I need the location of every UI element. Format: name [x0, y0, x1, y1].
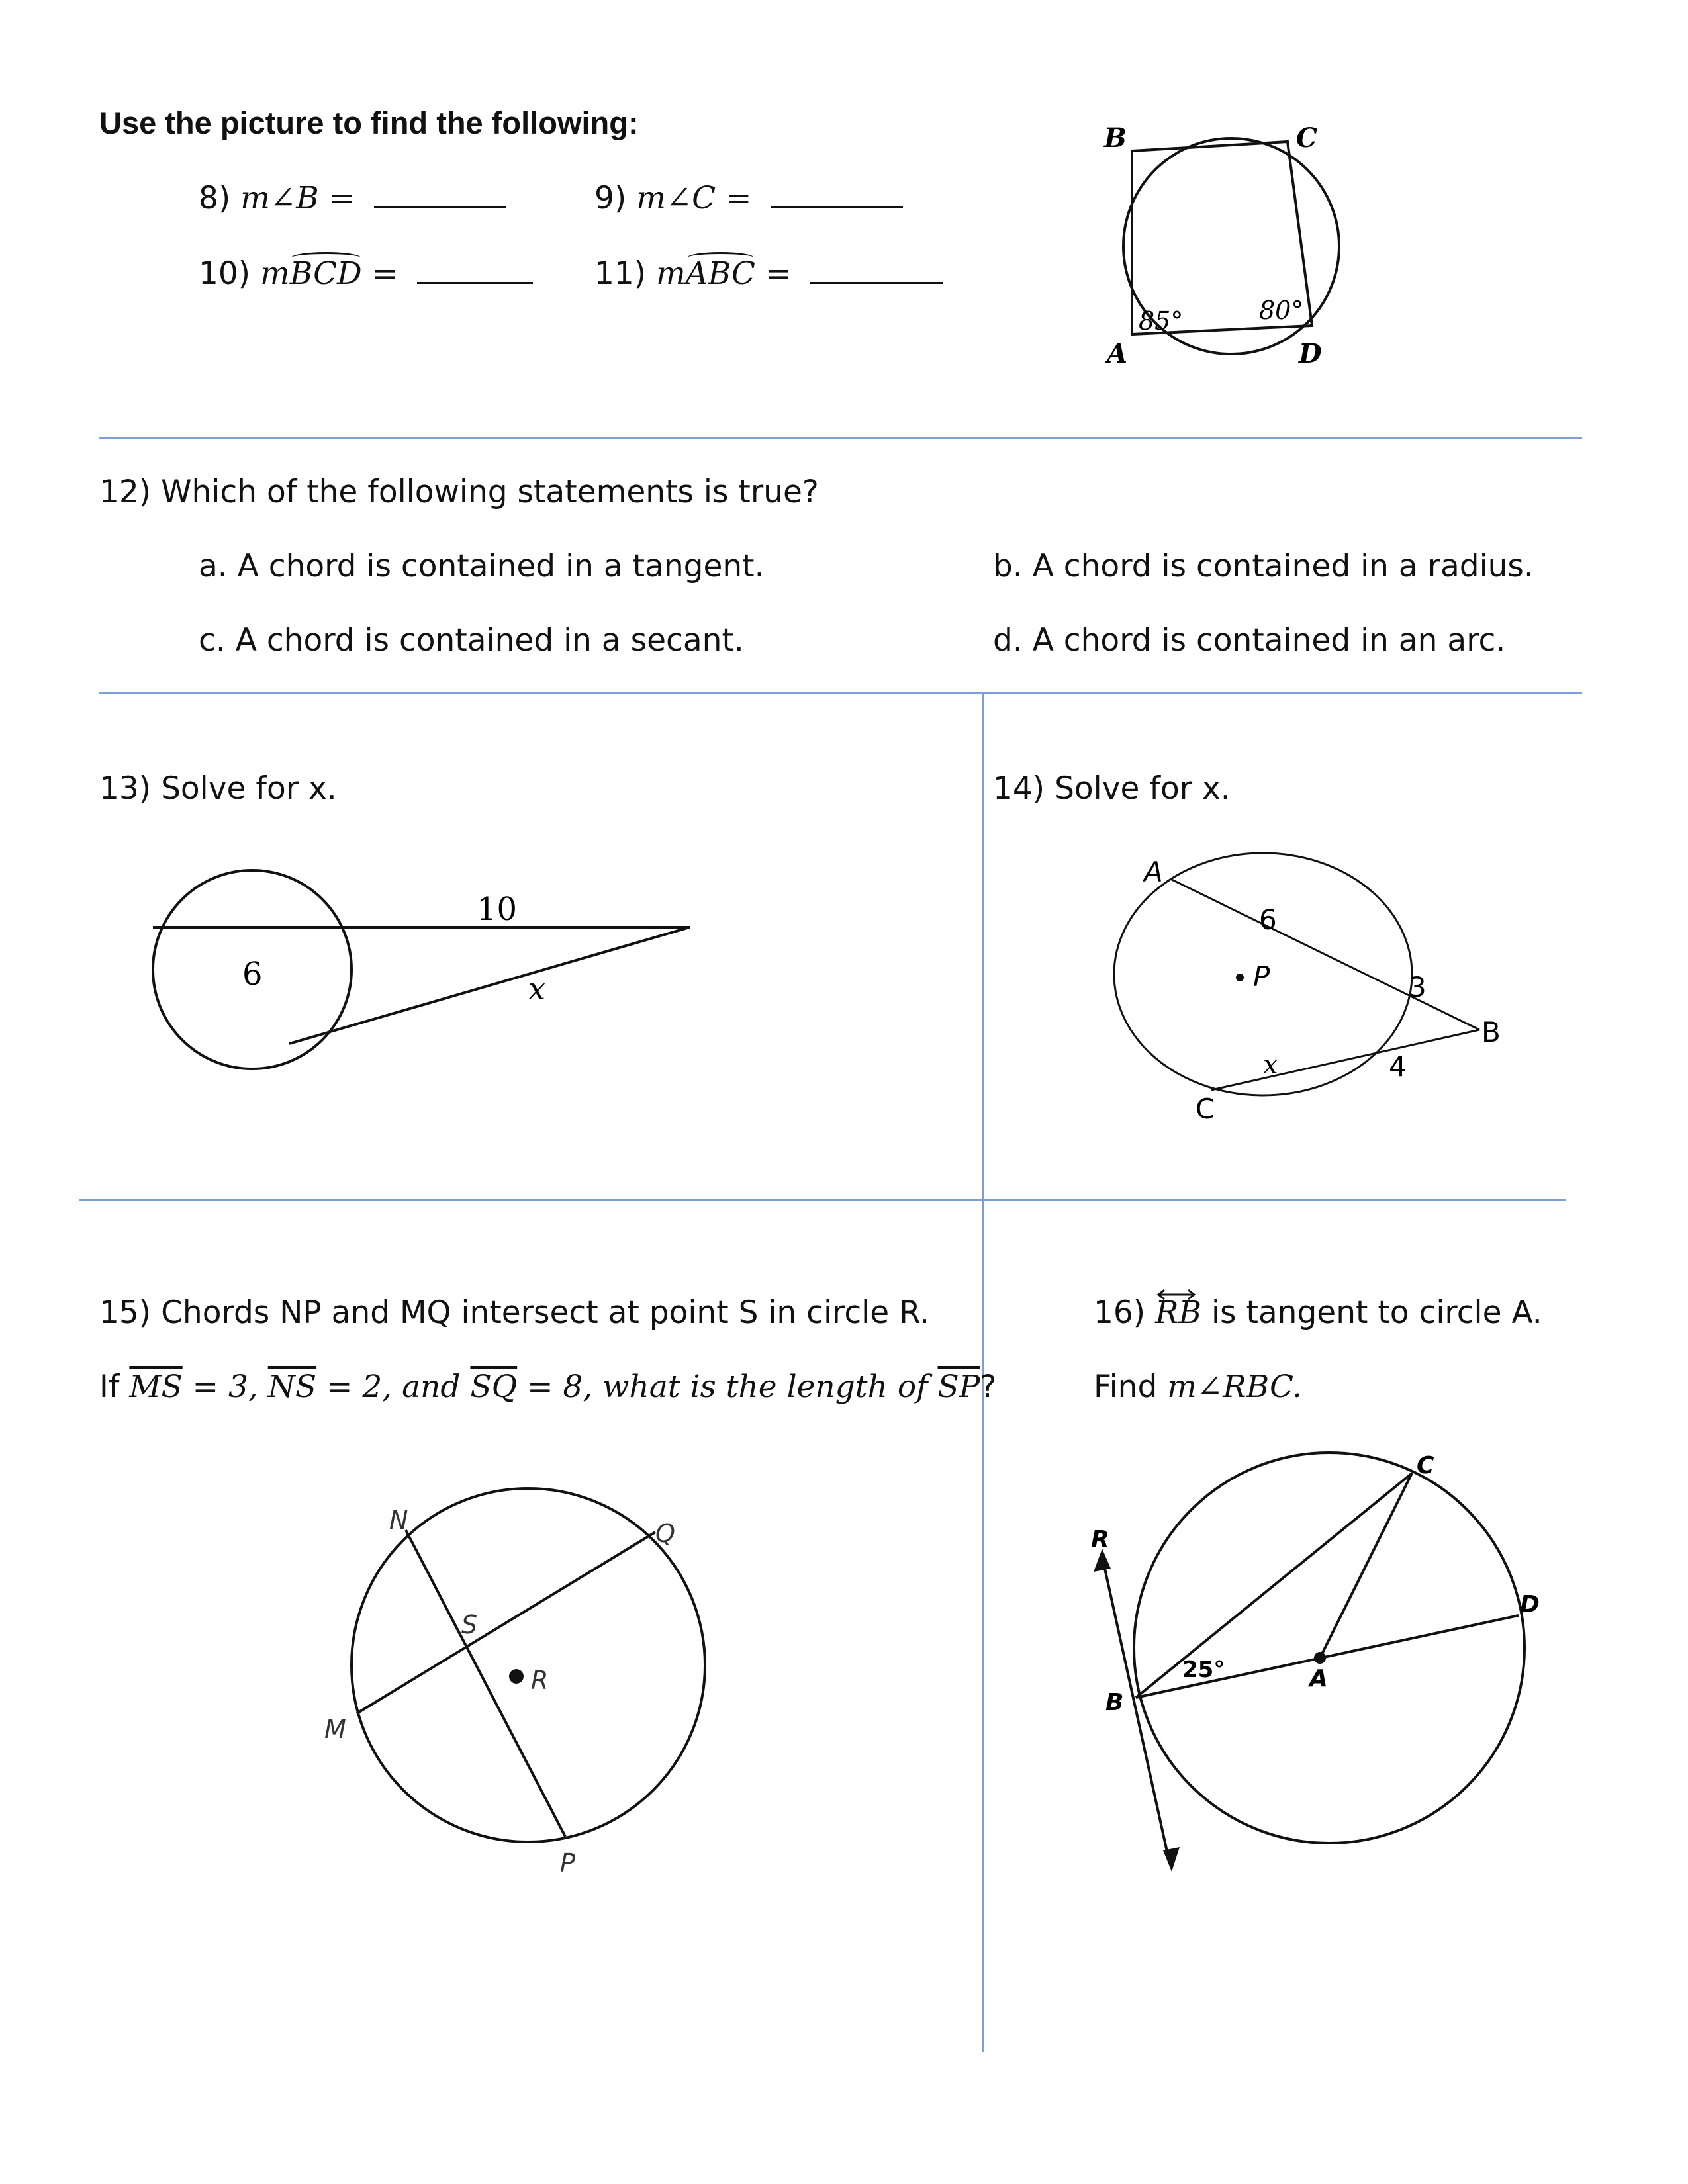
q14-label-C: C: [1196, 1093, 1215, 1125]
q11-number: 11): [594, 255, 647, 292]
q15-segment-MS: $\overline{MS}$: [129, 1369, 183, 1405]
fig1-label-A: A: [1107, 338, 1128, 369]
q13-label-x: x: [528, 971, 545, 1007]
fig1-angle-D: 80°: [1259, 296, 1304, 325]
fig1-label-B: B: [1104, 122, 1127, 154]
q14-label-4: 4: [1389, 1050, 1407, 1083]
q15-eq3: = 8, what is the length of: [517, 1369, 938, 1405]
q16-radius-AC: [1320, 1473, 1412, 1658]
q8-number: 8): [199, 180, 231, 216]
q15-if: If: [99, 1369, 130, 1405]
q16-chord-BC: [1136, 1473, 1412, 1698]
q16-label-A: A: [1309, 1665, 1328, 1692]
q16-arrow-down-icon: [1163, 1847, 1180, 1872]
q15-eq2: = 2, and: [316, 1369, 471, 1405]
q15-qmark: ?: [980, 1369, 997, 1405]
fig1-label-C: C: [1296, 122, 1317, 154]
q15-label-N: N: [389, 1506, 408, 1535]
q16-expression: m∠RBC.: [1167, 1369, 1303, 1405]
fig1-angle-A: 85°: [1139, 306, 1184, 336]
q15-label-R: R: [531, 1666, 549, 1695]
q13-prompt: 13) Solve for x.: [99, 770, 337, 807]
q11-arc: ABC: [685, 255, 756, 292]
q14-prompt: 14) Solve for x.: [993, 770, 1231, 807]
q16-label-C: C: [1417, 1452, 1434, 1479]
q16-label-D: D: [1520, 1591, 1540, 1618]
q15-label-M: M: [324, 1715, 346, 1744]
q15-segment-NS: $\overline{NS}$: [267, 1369, 317, 1405]
q9-number: 9): [594, 180, 627, 216]
q15-segment-SQ: $\overline{SQ}$: [470, 1369, 518, 1405]
q16-label-B: B: [1105, 1689, 1124, 1716]
q10-arc: BCD: [289, 255, 362, 292]
q14-label-P: P: [1253, 960, 1270, 993]
q15-label-Q: Q: [655, 1519, 675, 1548]
q16-line1-rest: is tangent to circle A.: [1201, 1295, 1542, 1331]
q16-number: 16): [1094, 1295, 1156, 1331]
q14-label-3: 3: [1409, 971, 1427, 1003]
instructions-heading: Use the picture to find the following:: [99, 105, 639, 140]
q15-segment-SP: $\overline{SP}$: [937, 1369, 980, 1405]
q14-label-x: x: [1263, 1050, 1278, 1080]
q16-rb-text: RB: [1155, 1295, 1202, 1331]
q14-label-A: A: [1144, 856, 1163, 888]
q16-find: Find: [1094, 1369, 1168, 1405]
q15-label-P: P: [560, 1848, 575, 1878]
q11-m: m: [656, 255, 686, 292]
q9-expression: m∠C =: [636, 180, 752, 216]
q16-circle: [1134, 1453, 1524, 1843]
q16-label-R: R: [1091, 1526, 1109, 1553]
q13-label-6: 6: [242, 956, 263, 993]
q12-option-d[interactable]: d. A chord is contained in an arc.: [993, 622, 1506, 659]
q10-equals: =: [371, 255, 399, 292]
q8-expression: m∠B =: [240, 180, 355, 216]
q14-label-6: 6: [1259, 903, 1277, 936]
q13-label-10: 10: [477, 891, 518, 928]
q11-equals: =: [765, 255, 792, 292]
q16-angle-label: 25°: [1182, 1657, 1225, 1683]
q15-label-S: S: [461, 1610, 478, 1639]
q15-line-1: 15) Chords NP and MQ intersect at point S in circle R.: [99, 1295, 930, 1331]
q14-label-B: B: [1481, 1016, 1501, 1048]
q12-prompt: 12) Which of the following statements is true?: [99, 474, 819, 510]
q10-m: m: [260, 255, 290, 292]
fig1-label-D: D: [1299, 338, 1322, 369]
q16-center-point: [1314, 1652, 1326, 1664]
q12-option-a[interactable]: a. A chord is contained in a tangent.: [199, 548, 765, 584]
q15-eq1: = 3,: [182, 1369, 268, 1405]
q12-option-b[interactable]: b. A chord is contained in a radius.: [993, 548, 1534, 584]
q10-number: 10): [199, 255, 251, 292]
q12-option-c[interactable]: c. A chord is contained in a secant.: [199, 622, 744, 659]
